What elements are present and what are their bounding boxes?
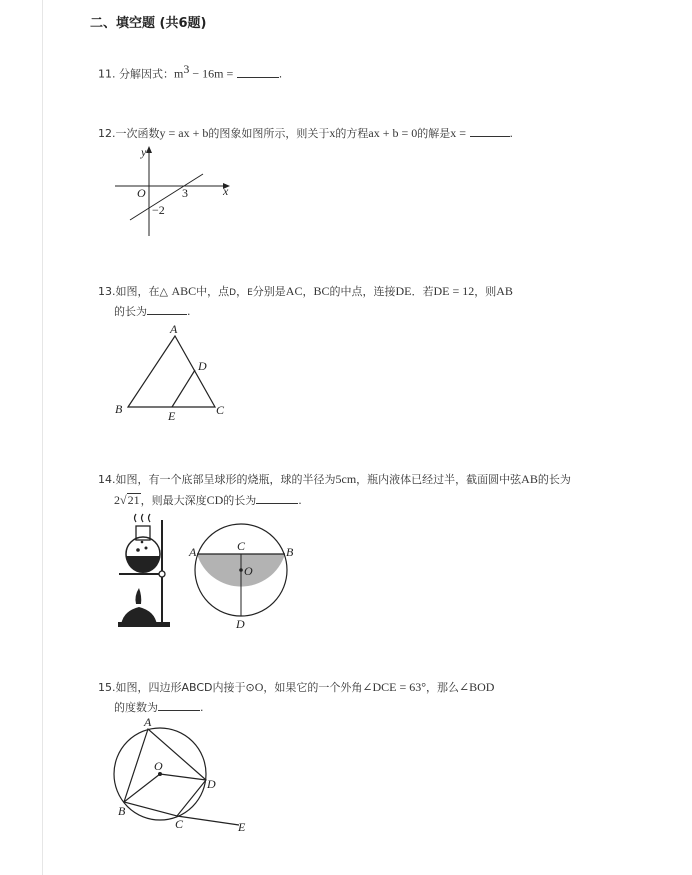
q14-label-b: B — [286, 545, 294, 559]
q12-x-label: x — [223, 184, 229, 198]
q15-label-b: B — [118, 804, 126, 818]
q13-number: 13. — [98, 285, 116, 298]
q14-text-4: ，则最大深度 — [140, 494, 207, 507]
q12-text-2: 的图象如图所示，则关于 — [208, 127, 330, 140]
q13-text-1: 如图，在△ — [115, 285, 172, 298]
q13-point-d: D — [229, 288, 237, 298]
q15-label-o: O — [154, 759, 163, 773]
q11-number: 11. — [98, 67, 116, 81]
q13-triangle-figure — [110, 322, 240, 422]
q12-formula-3: ax + b = 0 — [368, 126, 418, 140]
q15-label-d: D — [207, 777, 216, 791]
q13-text-6: 的中点，连接 — [329, 285, 396, 298]
q13-label-e: E — [168, 409, 176, 423]
q14-circle-cross-section — [186, 540, 311, 655]
q11-exponent: 3 — [183, 62, 190, 76]
q14-label-o: O — [244, 564, 253, 578]
q15-formula-1: ABCD — [181, 681, 213, 694]
answer-blank[interactable] — [256, 492, 298, 504]
answer-blank[interactable] — [147, 303, 187, 315]
q14-coefficient: 2 — [114, 493, 120, 507]
question-15 — [98, 678, 494, 697]
answer-blank[interactable] — [237, 66, 279, 78]
q15-number: 15. — [98, 681, 116, 694]
answer-blank[interactable] — [470, 125, 510, 137]
q12-text-3: 的方程 — [335, 127, 369, 140]
q12-formula-4: x = — [450, 126, 467, 140]
q11-expr: m — [174, 66, 184, 81]
q14-number: 14. — [98, 473, 116, 486]
q15-line-2-text: 的度数为 — [114, 701, 158, 714]
question-15-line-2 — [114, 699, 204, 717]
q14-text-2: ，瓶内液体已经过半，截面圆中弦 — [356, 473, 522, 486]
q12-text-1: 一次函数 — [115, 127, 160, 140]
q15-circle-figure — [106, 716, 256, 836]
q14-label-a: A — [189, 545, 197, 559]
q12-tick-minus2: −2 — [152, 203, 165, 217]
q15-formula-4: ∠BOD — [459, 680, 495, 694]
q15-text-4: ，那么 — [426, 681, 460, 694]
q15-segment-ob — [124, 774, 160, 802]
q13-text-7: ．若 — [411, 285, 434, 298]
q15-text-3: ，如果它的一个外角 — [263, 681, 363, 694]
q15-label-a: A — [144, 715, 152, 729]
q15-label-e: E — [238, 820, 246, 834]
question-12 — [98, 124, 513, 143]
q14-formula-2: AB — [521, 472, 538, 486]
q13-point-e: E — [247, 288, 253, 298]
q13-formula-1: ABC — [171, 284, 197, 298]
question-11 — [98, 60, 282, 84]
q13-label-d: D — [198, 359, 207, 373]
q13-text-5: ， — [302, 285, 314, 298]
question-13-line-2 — [114, 303, 191, 321]
question-14-line-2 — [114, 491, 302, 510]
q14-text-1: 如图，有一个底部呈球形的烧瓶，球的半径为 — [115, 473, 336, 486]
q13-text-2: 中，点 — [196, 285, 230, 298]
q13-text-4: 分别是 — [252, 285, 286, 298]
q12-origin-label: O — [137, 186, 146, 200]
q15-end: . — [200, 701, 204, 714]
page-edge — [42, 0, 43, 875]
q12-y-label: y — [141, 145, 147, 159]
q15-formula-2: O — [254, 680, 264, 694]
q12-graph — [110, 144, 250, 244]
sqrt-sign: √ — [120, 493, 127, 507]
q12-end: . — [509, 127, 514, 140]
q14-radicand: 21 — [127, 493, 140, 507]
q14-label-d: D — [236, 617, 245, 631]
q13-label-c: C — [216, 403, 225, 417]
q15-segment-od — [160, 774, 206, 780]
q11-expr2: − 16m = — [189, 66, 234, 81]
q15-text-2: 内接于⊙ — [212, 681, 255, 694]
q13-text-3: ， — [236, 285, 248, 298]
q13-label-b: B — [115, 402, 123, 416]
q12-text-4: 的解是 — [417, 127, 451, 140]
q13-line-2-text: 的长为 — [114, 305, 147, 318]
q11-end: . — [278, 67, 283, 81]
q13-formula-5: DE = 12 — [433, 284, 475, 298]
q13-formula-3: BC — [313, 284, 330, 298]
q14-formula-3: CD — [206, 493, 224, 507]
q14-text-5: 的长为 — [223, 494, 257, 507]
q13-formula-4: DE — [395, 284, 412, 298]
q14-text-3: 的长为 — [537, 473, 571, 486]
q14-end: . — [298, 494, 302, 507]
q13-formula-2: AC — [285, 284, 303, 298]
q13-segment-de — [172, 370, 195, 407]
q15-extension-ce — [177, 816, 239, 825]
q11-text: 分解因式： — [119, 67, 174, 81]
q13-formula-6: AB — [496, 284, 513, 298]
flask-apparatus-illustration — [116, 512, 186, 630]
q14-label-c: C — [237, 539, 246, 553]
q15-text-1: 如图，四边形 — [115, 681, 182, 694]
q14-formula-1: 5cm — [335, 472, 357, 486]
q13-end: . — [187, 305, 191, 318]
section-title: 二、填空题 (共6题) — [90, 16, 207, 31]
question-13 — [98, 282, 513, 302]
q15-formula-3: ∠DCE = 63° — [362, 680, 427, 694]
q12-number: 12. — [98, 127, 116, 140]
answer-blank[interactable] — [158, 699, 200, 711]
question-14 — [98, 470, 571, 489]
q13-label-a: A — [170, 322, 178, 336]
q13-text-8: ，则 — [474, 285, 497, 298]
q12-formula-1: y = ax + b — [159, 126, 209, 140]
q12-tick-3: 3 — [182, 186, 188, 200]
q15-label-c: C — [175, 817, 184, 831]
q12-formula-2: x — [329, 126, 336, 140]
